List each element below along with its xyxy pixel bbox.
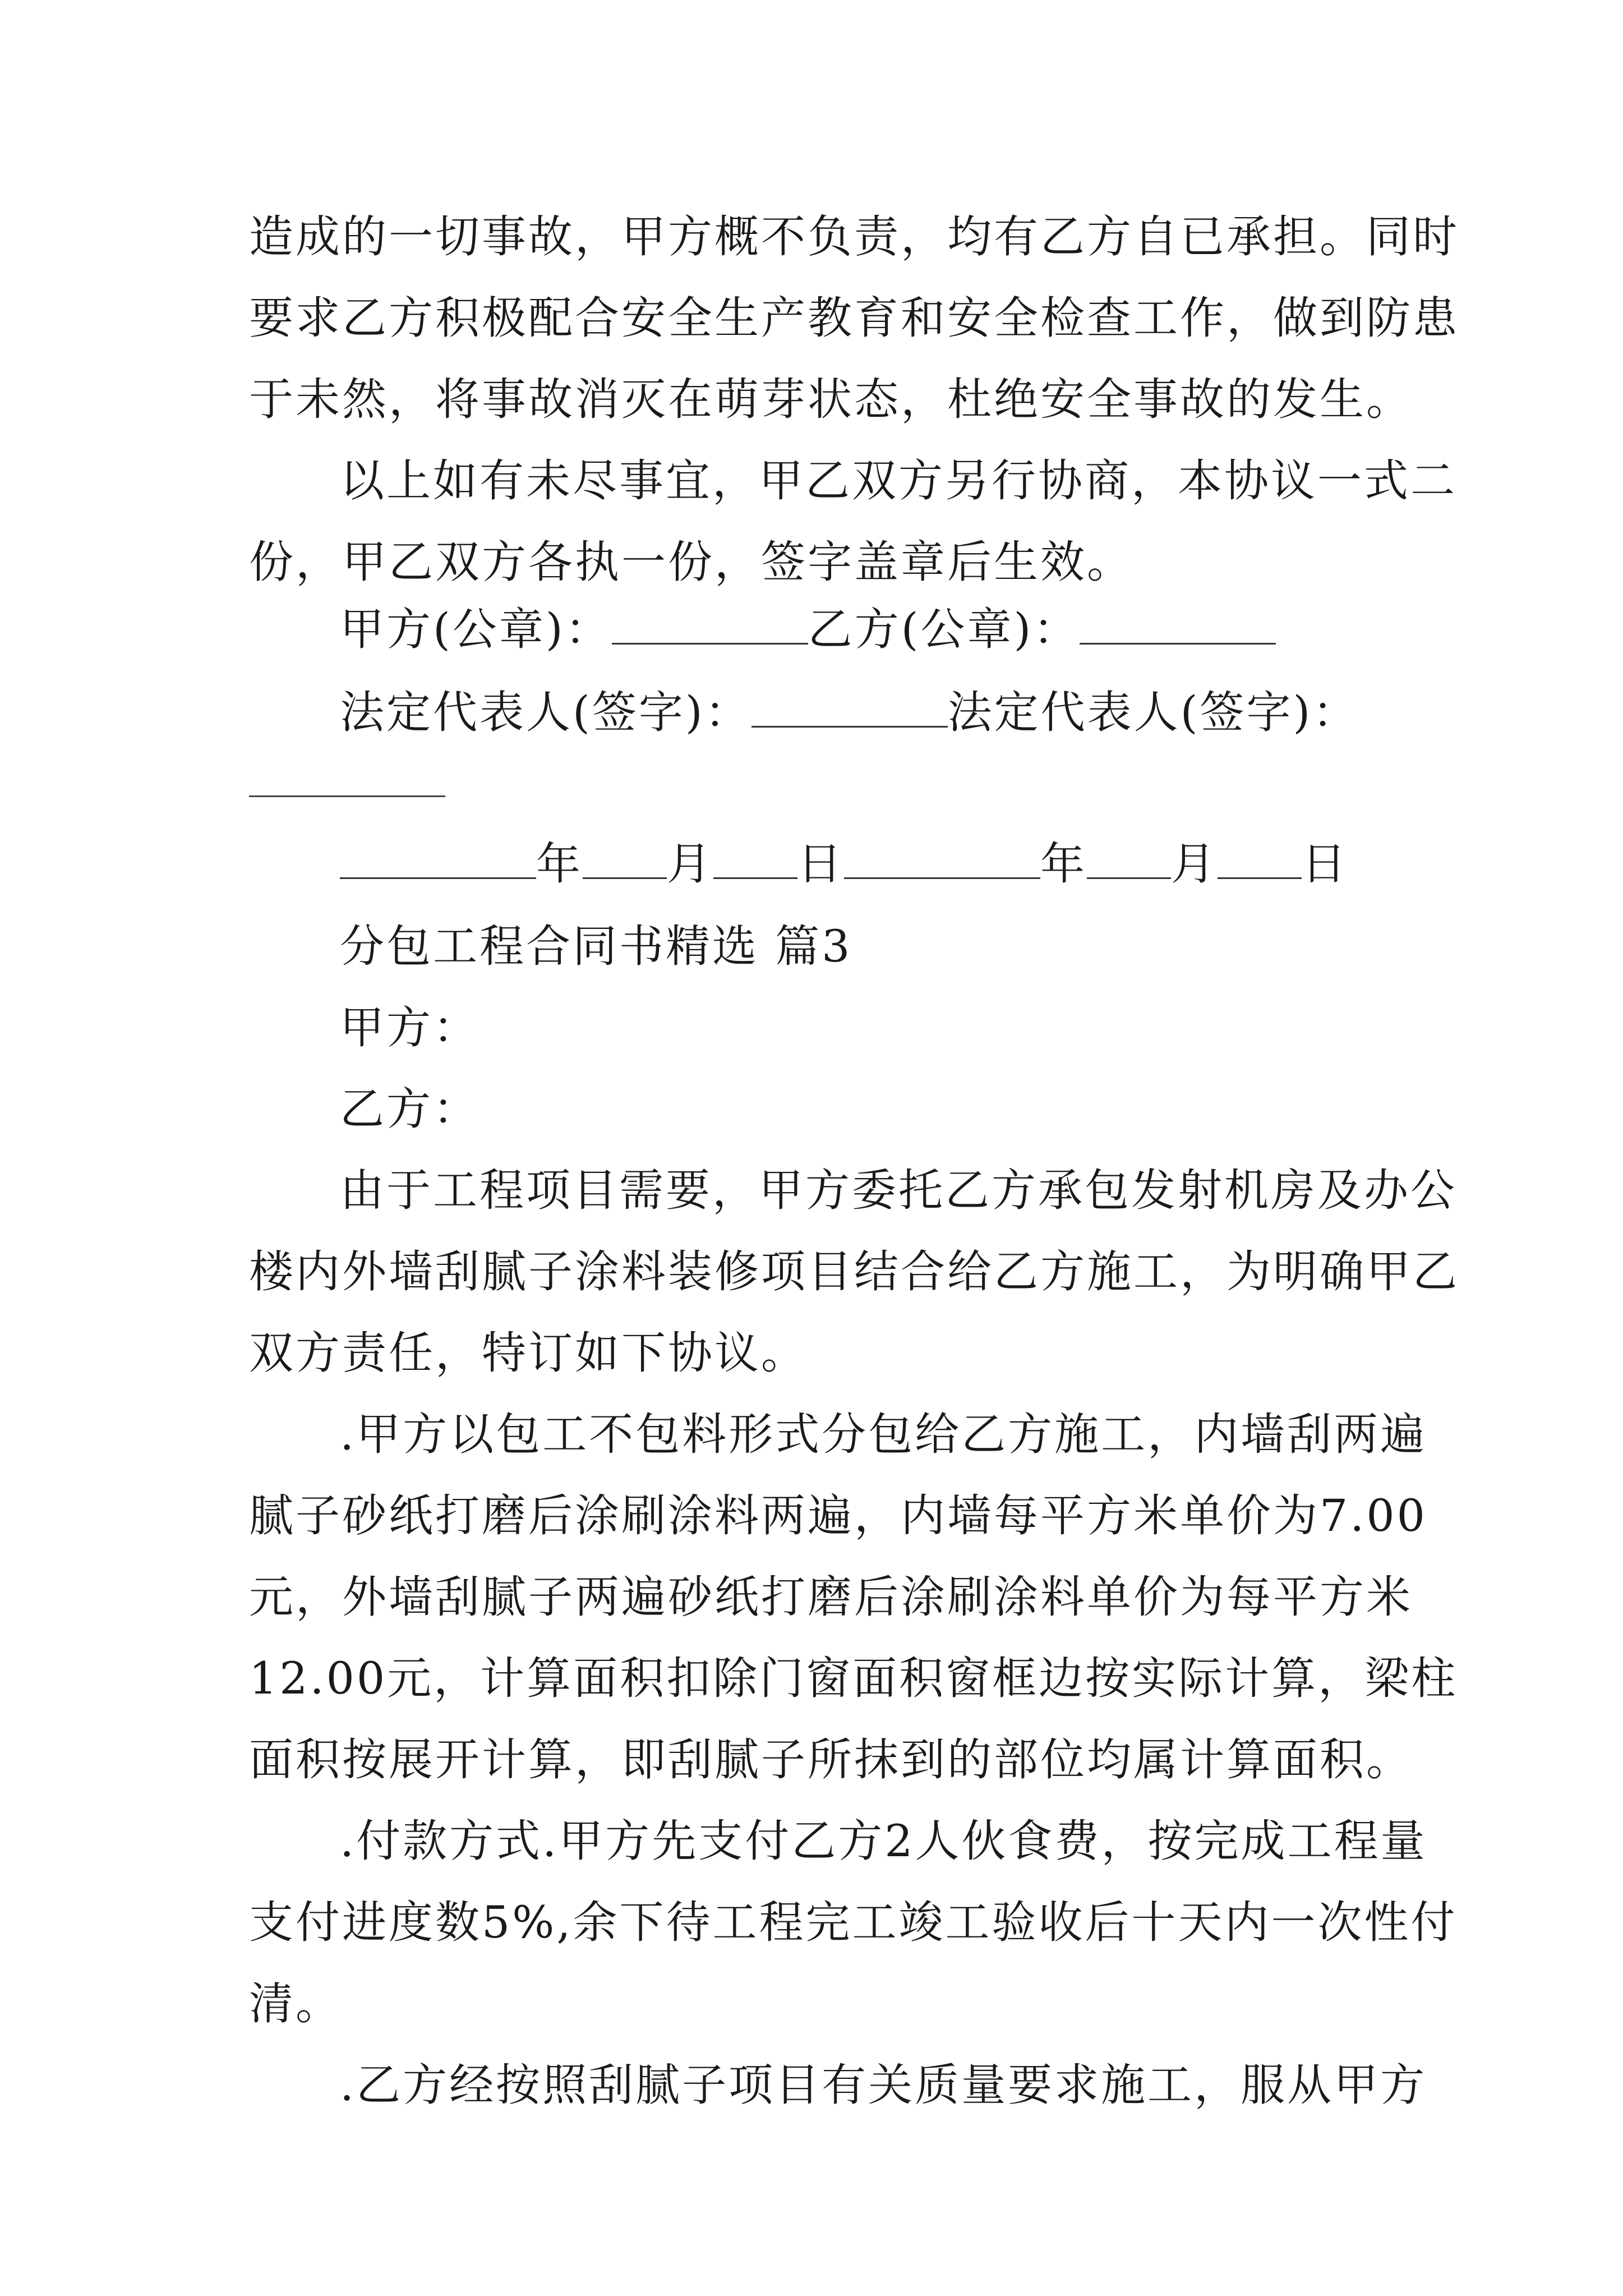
day-b-blank [1218,838,1302,879]
date-line [340,836,1478,892]
paragraph-line: 楼内外墙刮腻子涂料装修项目结合给乙方施工，为明确甲乙 [249,1246,1459,1297]
party-b-label: 乙方： [340,1083,479,1135]
year-a-blank [340,838,536,879]
party-a-label: 甲方： [340,1002,479,1053]
paragraph-line: 清。 [249,1978,342,2030]
month-a-label: 月 [667,838,713,890]
month-b-label: 月 [1171,838,1218,890]
paragraph-line: 由于工程项目需要，甲方委托乙方承包发射机房及办公 [340,1165,1457,1216]
day-b-label: 日 [1302,838,1348,890]
legal-rep-a-blank [751,687,948,728]
paragraph-line: 支付进度数5%,余下待工程完工竣工验收后十天内一次性付 [249,1897,1458,1948]
legal-rep-b-blank [249,795,445,797]
paragraph-line: 元，外墙刮腻子两遍砂纸打磨后涂刷涂料单价为每平方米 [249,1571,1413,1623]
paragraph-line: .乙方经按照刮腻子项目有关质量要求施工，服从甲方 [340,2059,1427,2111]
year-b-label: 年 [1040,838,1087,890]
legal-rep-line [340,684,1478,740]
party-a-seal-label: 甲方(公章)： [340,604,612,655]
paragraph-line: 面积按展开计算，即刮腻子所抹到的部位均属计算面积。 [249,1734,1413,1786]
party-b-seal-label: 乙方(公章)： [808,604,1080,655]
paragraph-line: 腻子砂纸打磨后涂刷涂料两遍，内墙每平方米单价为7.00 [249,1490,1427,1542]
paragraph-line: 造成的一切事故，甲方概不负责，均有乙方自已承担。同时 [249,211,1459,263]
paragraph-line: 双方责任，特订如下协议。 [249,1327,808,1379]
paragraph-line: 要求乙方积极配合安全生产教育和安全检查工作，做到防患 [249,292,1459,344]
paragraph-line: .付款方式.甲方先支付乙方2人伙食费，按完成工程量 [340,1815,1427,1867]
paragraph-line: 于未然，将事故消灭在萌芽状态，杜绝安全事故的发生。 [249,374,1413,425]
party-b-seal-blank [1080,604,1276,645]
section-title: 分包工程合同书精选 篇3 [340,921,852,972]
paragraph-line: 份，甲乙双方各执一份，签字盖章后生效。 [249,536,1133,588]
day-a-label: 日 [797,838,844,890]
paragraph-line: 12.00元，计算面积扣除门窗面积窗框边按实际计算，梁柱 [249,1653,1458,1704]
paragraph-line: .甲方以包工不包料形式分包给乙方施工，内墙刮两遍 [340,1409,1427,1460]
day-a-blank [713,838,797,879]
seal-line [340,601,1478,657]
year-b-blank [844,838,1040,879]
year-a-label: 年 [536,838,583,890]
month-a-blank [583,838,667,879]
legal-rep-b-label: 法定代表人(签字)： [947,687,1359,738]
legal-rep-a-label: 法定代表人(签字)： [340,687,751,738]
month-b-blank [1087,838,1171,879]
paragraph-line: 以上如有未尽事宜，甲乙双方另行协商，本协议一式二 [340,455,1457,507]
party-a-seal-blank [612,604,808,645]
